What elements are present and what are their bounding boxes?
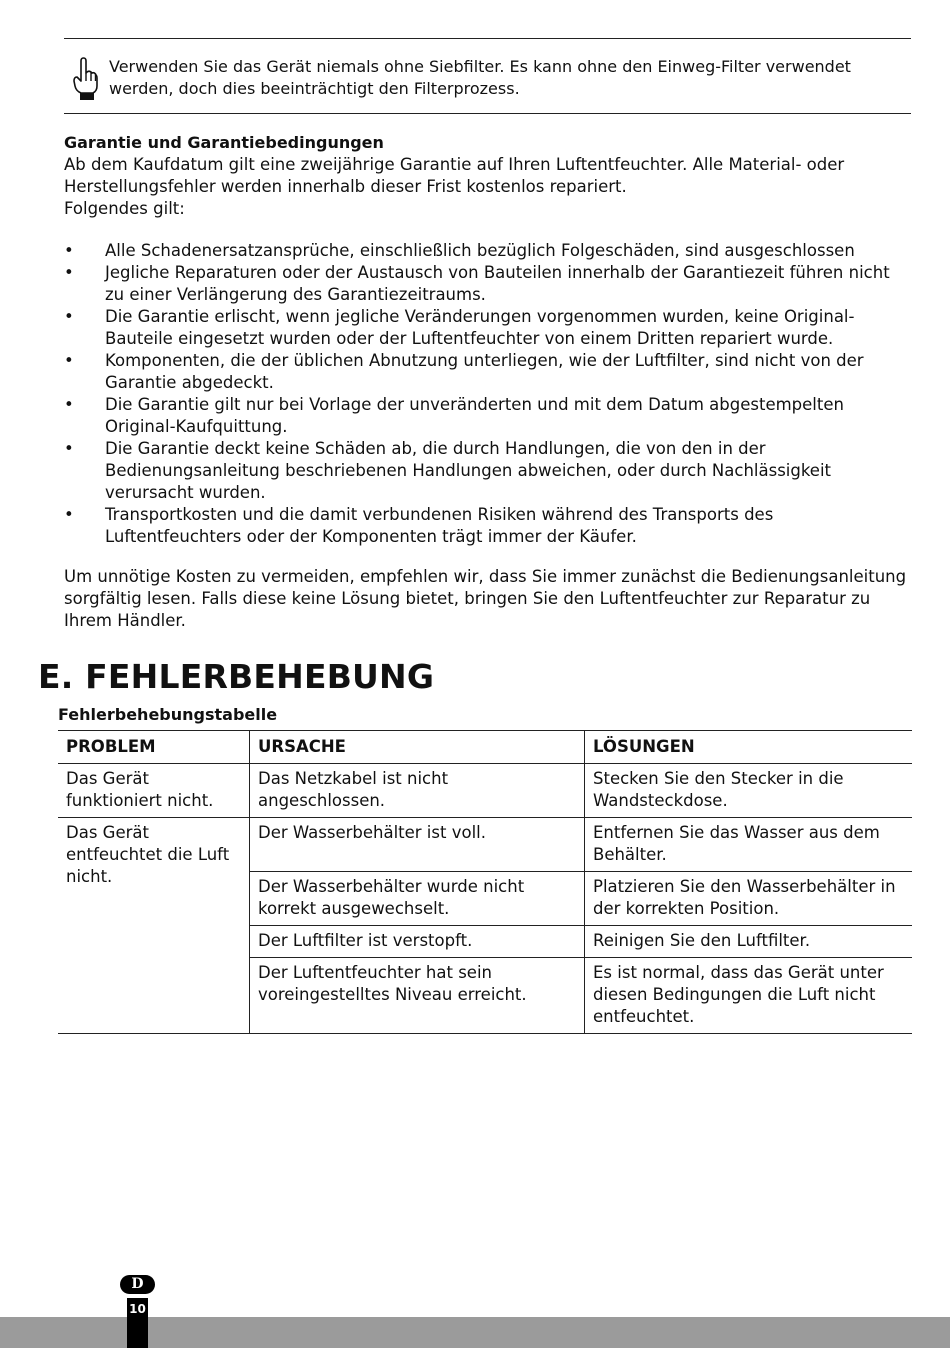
- solution-cell: Reinigen Sie den Luftfilter.: [585, 926, 913, 958]
- solution-cell: Entfernen Sie das Wasser aus dem Behälter.: [585, 818, 913, 872]
- list-item: • Transportkosten und die damit verbundenen Risiken während des Transports des Luftentfeuchters oder der Komponenten trägt immer der Käufer.: [64, 505, 774, 546]
- solution-cell: Es ist normal, dass das Gerät unter diesen Bedingungen die Luft nicht entfeuchtet.: [585, 958, 913, 1034]
- bullet-icon: •: [64, 307, 74, 326]
- column-header-cause: URSACHE: [250, 731, 585, 764]
- problem-cell: Das Gerät entfeuchtet die Luft nicht.: [58, 818, 250, 1034]
- cause-cell: Der Luftentfeuchter hat sein voreingestelltes Niveau erreicht.: [250, 958, 585, 1034]
- bullet-icon: •: [64, 505, 74, 524]
- cause-cell: Der Luftfilter ist verstopft.: [250, 926, 585, 958]
- filter-warning-note: [64, 38, 911, 114]
- list-item: • Komponenten, die der üblichen Abnutzung unterliegen, wie der Luftfilter, sind nicht von der Garantie abgedeckt.: [64, 351, 864, 392]
- table-row: [58, 818, 912, 872]
- problem-cell: Das Gerät funktioniert nicht.: [58, 764, 250, 818]
- list-item: • Jegliche Reparaturen oder der Austausch von Bauteilen innerhalb der Garantiezeit führen nicht zu einer Verlängerung des Garantiezeitraums.: [64, 263, 890, 304]
- warranty-closing-paragraph: Um unnötige Kosten zu vermeiden, empfehlen wir, dass Sie immer zunächst die Bedienungsanleitung sorgfältig lesen. Falls diese keine Lösung bietet, bringen Sie den Luftentfeuchter zur Reparatur zu Ihrem Händler.: [64, 567, 907, 630]
- column-header-solution: LÖSUNGEN: [585, 731, 913, 764]
- table-title: Fehlerbehebungstabelle: [58, 705, 278, 724]
- section-heading: E. FEHLERBEHEBUNG: [38, 657, 435, 696]
- cause-cell: Das Netzkabel ist nicht angeschlossen.: [250, 764, 585, 818]
- table-row: [58, 764, 912, 818]
- table-header-row: [58, 731, 912, 764]
- solution-cell: Stecken Sie den Stecker in die Wandsteckdose.: [585, 764, 913, 818]
- bullet-icon: •: [64, 439, 74, 458]
- column-header-problem: PROBLEM: [58, 731, 250, 764]
- language-badge: D: [120, 1275, 155, 1294]
- warranty-lead: Folgendes gilt:: [64, 199, 185, 218]
- solution-cell: Platzieren Sie den Wasserbehälter in der korrekten Position.: [585, 872, 913, 926]
- list-item: • Die Garantie erlischt, wenn jegliche Veränderungen vorgenommen wurden, keine Original-Bauteile eingesetzt wurden oder der Luftentfeuchter von einem Dritten repariert wurde.: [64, 307, 855, 348]
- warranty-section: [64, 132, 914, 220]
- cause-cell: Der Wasserbehälter ist voll.: [250, 818, 585, 872]
- list-item: • Die Garantie gilt nur bei Vorlage der unveränderten und mit dem Datum abgestempelten Original-Kaufquittung.: [64, 395, 844, 436]
- warranty-conditions-list: [64, 240, 904, 548]
- bullet-icon: •: [64, 241, 74, 260]
- pointing-hand-icon: [72, 55, 98, 101]
- bullet-icon: •: [64, 351, 74, 370]
- page-number: 10: [129, 1302, 146, 1316]
- warranty-intro: Ab dem Kaufdatum gilt eine zweijährige Garantie auf Ihren Luftentfeuchter. Alle Material- oder Herstellungsfehler werden innerhalb dieser Frist kostenlos repariert.: [64, 155, 845, 196]
- troubleshooting-table: [58, 730, 912, 1034]
- note-text: Verwenden Sie das Gerät niemals ohne Siebfilter. Es kann ohne den Einweg-Filter verwendet werden, doch dies beeinträchtigt den Filterprozess.: [109, 57, 851, 98]
- bullet-icon: •: [64, 395, 74, 414]
- list-item: • Alle Schadenersatzansprüche, einschließlich bezüglich Folgeschäden, sind ausgeschlossen: [64, 241, 855, 260]
- list-item: • Die Garantie deckt keine Schäden ab, die durch Handlungen, die von den in der Bedienungsanleitung beschriebenen Handlungen abweichen, oder durch Nachlässigkeit verursacht wurden.: [64, 439, 832, 502]
- bullet-icon: •: [64, 263, 74, 282]
- warranty-title: Garantie und Garantiebedingungen: [64, 133, 384, 152]
- cause-cell: Der Wasserbehälter wurde nicht korrekt ausgewechselt.: [250, 872, 585, 926]
